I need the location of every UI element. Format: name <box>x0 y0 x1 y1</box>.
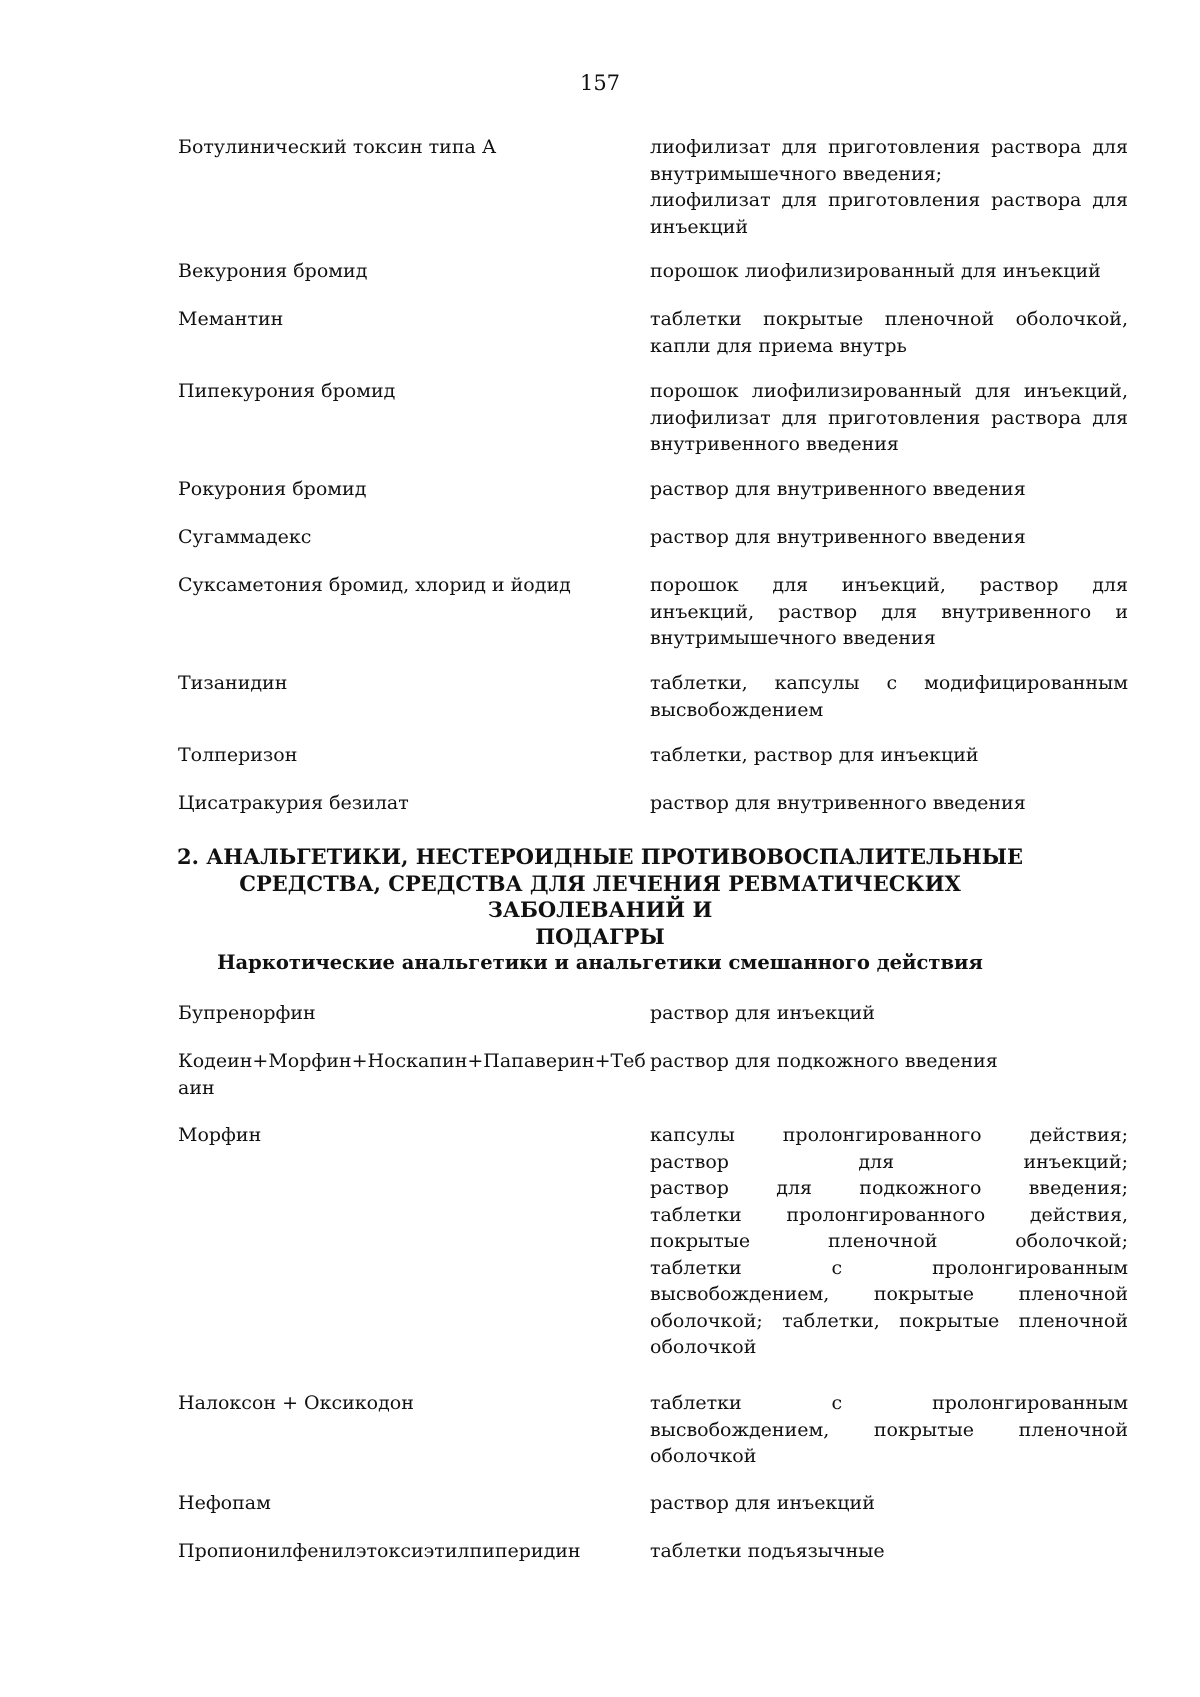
dosage-form-line: высвобождением <box>650 698 824 721</box>
drug-row <box>178 670 1130 723</box>
drug-name: Толперизон <box>178 744 298 766</box>
drug-name: Цисатракурия безилат <box>178 792 409 814</box>
dosage-form-line: капсулы пролонгированного действия; <box>650 1124 1128 1146</box>
dosage-form-line: высвобождением, покрытые пленочной <box>650 1283 1128 1305</box>
drug-row <box>178 524 1130 551</box>
dosage-form-line: таблетки с пролонгированным <box>650 1256 1128 1279</box>
dosage-form-line: раствор для внутривенного введения <box>650 478 1026 500</box>
dosage-form-line: таблетки, раствор для инъекций <box>650 744 979 766</box>
dosage-form <box>650 572 1128 652</box>
dosage-form <box>650 1490 1128 1517</box>
dosage-form-line: лиофилизат для приготовления раствора для <box>650 136 1128 158</box>
dosage-form <box>650 670 1128 723</box>
drug-name: Рокурония бромид <box>178 478 367 500</box>
dosage-form-line: инъекций <box>650 215 749 238</box>
dosage-form-line: порошок для инъекций, раствор для <box>650 574 1128 596</box>
drug-row <box>178 476 1130 503</box>
dosage-form-line: внутримышечного введения <box>650 627 936 649</box>
drug-row <box>178 1390 1130 1470</box>
dosage-form-line: высвобождением, покрытые пленочной <box>650 1418 1128 1441</box>
drug-row <box>178 742 1130 769</box>
dosage-form-line: внутривенного введения <box>650 433 899 455</box>
drug-row <box>178 378 1130 458</box>
drug-row <box>178 134 1130 240</box>
dosage-form-line: таблетки, капсулы с модифицированным <box>650 672 1128 694</box>
drug-name: Мемантин <box>178 308 284 330</box>
subsection-title: Наркотические анальгетики и анальгетики смешанного действия <box>217 951 983 974</box>
dosage-form-line: внутримышечного введения; <box>650 162 943 185</box>
dosage-form-line: таблетки с пролонгированным <box>650 1392 1128 1414</box>
drug-row <box>178 1122 1130 1361</box>
section-title-line: СРЕДСТВА, СРЕДСТВА ДЛЯ ЛЕЧЕНИЯ РЕВМАТИЧЕСКИХ ЗАБОЛЕВАНИЙ И <box>239 870 961 922</box>
dosage-form <box>650 306 1128 359</box>
dosage-form-line: таблетки подъязычные <box>650 1540 885 1562</box>
dosage-form <box>650 258 1128 285</box>
dosage-form-line: раствор для инъекций <box>650 1002 875 1024</box>
drug-row <box>178 1048 1130 1101</box>
drug-row <box>178 306 1130 359</box>
dosage-form-line: лиофилизат для приготовления раствора для <box>650 189 1128 211</box>
drug-row <box>178 1490 1130 1517</box>
dosage-form <box>650 1122 1128 1361</box>
dosage-form-line: раствор для подкожного введения <box>650 1050 998 1072</box>
dosage-form <box>650 790 1128 817</box>
dosage-form-line: раствор для подкожного введения; <box>650 1177 1128 1199</box>
drug-name: Бупренорфин <box>178 1002 316 1024</box>
dosage-form <box>650 134 1128 240</box>
dosage-form-line: порошок лиофилизированный для инъекций <box>650 260 1101 282</box>
dosage-form-line: оболочкой; таблетки, покрытые пленочной <box>650 1309 1128 1332</box>
dosage-form-line: раствор для инъекций <box>650 1492 875 1514</box>
dosage-form <box>650 524 1128 551</box>
drug-row <box>178 258 1130 285</box>
dosage-form-line: таблетки пролонгированного действия, <box>650 1203 1128 1226</box>
dosage-form <box>650 378 1128 458</box>
drug-name: Морфин <box>178 1124 262 1146</box>
dosage-form-line: покрытые пленочной оболочкой; <box>650 1230 1128 1252</box>
page-number: 157 <box>579 71 621 95</box>
drug-name: Сугаммадекс <box>178 526 312 548</box>
dosage-form-line: оболочкой <box>650 1336 757 1358</box>
drug-row <box>178 1538 1130 1565</box>
dosage-form-line: оболочкой <box>650 1445 757 1467</box>
drug-name: Налоксон + Оксикодон <box>178 1392 414 1414</box>
drug-name: Суксаметония бромид, хлорид и йодид <box>178 574 571 596</box>
section-title <box>150 844 1050 950</box>
drug-row <box>178 1000 1130 1027</box>
dosage-form-line: раствор для инъекций; <box>650 1150 1128 1173</box>
section-title-line: ПОДАГРЫ <box>535 923 665 949</box>
dosage-form-line: раствор для внутривенного введения <box>650 526 1026 548</box>
dosage-form-line: капли для приема внутрь <box>650 334 907 357</box>
dosage-form-line: таблетки покрытые пленочной оболочкой, <box>650 308 1128 330</box>
dosage-form <box>650 742 1128 769</box>
section-title-line: 2. АНАЛЬГЕТИКИ, НЕСТЕРОИДНЫЕ ПРОТИВОВОСПАЛИТЕЛЬНЫЕ <box>176 844 1024 869</box>
drug-name: Кодеин+Морфин+Носкапин+Папаверин+Тебаин <box>178 1050 646 1099</box>
drug-name: Нефопам <box>178 1492 271 1514</box>
dosage-form <box>650 476 1128 503</box>
dosage-form-line: порошок лиофилизированный для инъекций, <box>650 380 1128 402</box>
dosage-form-line: инъекций, раствор для внутривенного и <box>650 600 1128 623</box>
dosage-form-line: раствор для внутривенного введения <box>650 792 1026 814</box>
drug-row <box>178 790 1130 817</box>
drug-name: Векурония бромид <box>178 260 368 282</box>
drug-name: Тизанидин <box>178 672 288 694</box>
drug-row <box>178 572 1130 652</box>
dosage-form <box>650 1538 1128 1565</box>
drug-name: Пипекурония бромид <box>178 380 396 402</box>
drug-name: Ботулинический токсин типа А <box>178 136 497 158</box>
dosage-form-line: лиофилизат для приготовления раствора для <box>650 406 1128 429</box>
dosage-form <box>650 1390 1128 1470</box>
dosage-form <box>650 1000 1128 1027</box>
dosage-form <box>650 1048 1128 1101</box>
drug-name: Пропионилфенилэтоксиэтилпиперидин <box>178 1540 581 1562</box>
